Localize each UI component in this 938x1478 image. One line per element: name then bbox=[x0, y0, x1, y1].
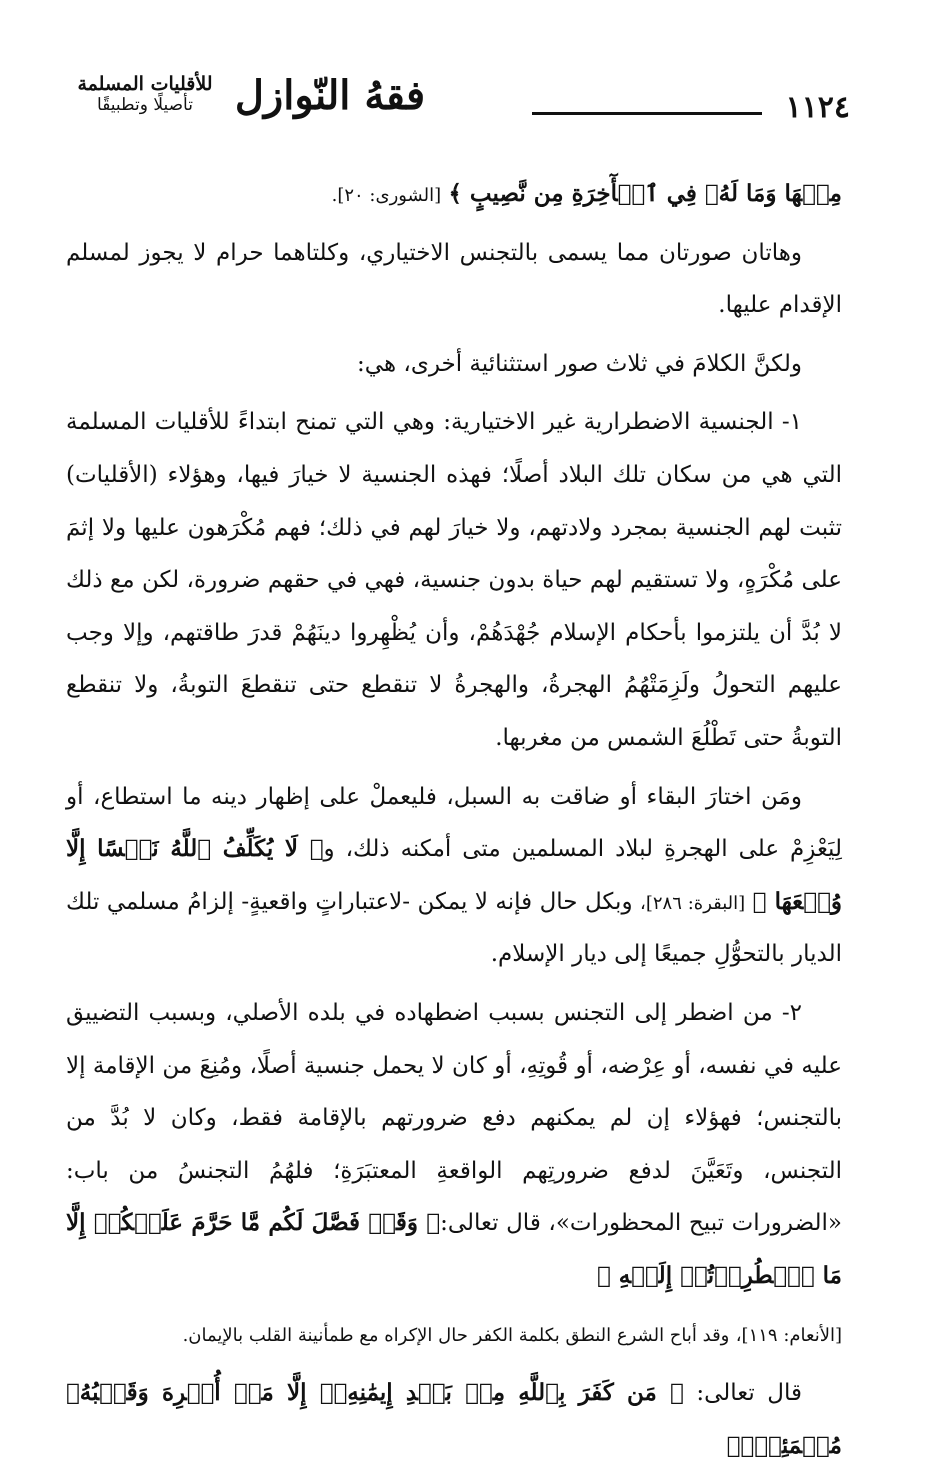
paragraph-3: ولكنَّ الكلامَ في ثلاث صور استثنائية أخرى، هي: bbox=[357, 350, 802, 377]
paragraph-8 bbox=[66, 1367, 842, 1472]
paragraph-5-start: ومَن اختارَ البقاء أو ضاقت به السبل، فليعملْ على إظهار دينه ما استطاع، أو لِيَعْزِمْ على الهجرةِ لبلاد المسلمين متى أمكنه ذلك، و bbox=[66, 783, 843, 863]
quran-verse: ﴿ مَن كَفَرَ بِٱللَّهِ مِنۢ بَعۡدِ إِيمَٰنِهِۦٓ إِلَّا مَنۡ أُكۡرِهَ وَقَلۡبُهُۥ مُطۡمَئِنُّۢ bbox=[66, 1379, 842, 1459]
paragraph-4: ١- الجنسية الاضطرارية غير الاختيارية: وهي التي تمنح ابتداءً للأقليات المسلمة التي هي من سكان تلك البلاد أصلًا؛ فهذه الجنسية لا خيارَ فيها، وهؤلاء (الأقليات) تثبت لهم الجنسية بمجرد ولادتهم، ولا خيارَ لهم في ذلك؛ فهم مُكْرَهون عليها ولا إثمَ على مُكْرَهٍ، ولا تستقيم لهم حياة بدون جنسية، فهي في حقهم ضرورة، لكن مع ذلك لا بُدَّ أن يلتزموا بأحكام الإسلام جُهْدَهُمْ، وأن يُظْهِروا دينَهُمْ قدرَ طاقتهم، وإلا وجب عليهم التحولُ ولَزِمَتْهُمُ الهجرةُ، والهجرةُ لا تنقطع حتى تنقطعَ التوبةُ، ولا تنقطع التوبةُ حتى تَطْلُعَ الشمس من مغربها. bbox=[66, 409, 842, 751]
paragraph-6 bbox=[66, 987, 842, 1303]
page-body bbox=[66, 168, 842, 1478]
paragraph-7 bbox=[66, 1308, 842, 1361]
page-header bbox=[60, 62, 850, 142]
quran-verse: مِنۡهَا وَمَا لَهُۥ فِي ٱلۡأٓخِرَةِ مِن نَّصِيبٍ ﴾ bbox=[448, 180, 842, 207]
quran-verse: ﴿ لَا يُكَلِّفُ ٱللَّهُ نَفۡسًا إِلَّا وُسۡعَهَا ﴾ bbox=[66, 835, 842, 915]
verse-reference: [الشورى: ٢٠]. bbox=[331, 185, 442, 206]
paragraph-7-text: وقد أباح الشرع النطق بكلمة الكفر حال الإكراه مع طمأنينة القلب بالإيمان. bbox=[182, 1325, 730, 1347]
subtitle-line-1: للأقليات المسلمة bbox=[77, 73, 213, 95]
paragraph-2: وهاتان صورتان مما يسمى بالتجنس الاختياري، وكلتاهما حرام لا يجوز لمسلم الإقدام عليها. bbox=[66, 239, 842, 319]
quran-verse: ﴿ وَقَدۡ فَصَّلَ لَكُم مَّا حَرَّمَ عَلَيۡكُمۡ إِلَّا مَا ٱضۡطُرِرۡتُمۡ إِلَيۡهِ ﴾ bbox=[66, 1209, 842, 1289]
page-number: ١١٢٤ bbox=[785, 90, 850, 125]
verse-reference: [البقرة: ٢٨٦]، bbox=[640, 892, 746, 914]
paragraph-1 bbox=[66, 168, 842, 221]
header-rule bbox=[532, 112, 762, 115]
paragraph-5 bbox=[66, 771, 842, 981]
paragraph-8-start: قال تعالى: bbox=[696, 1380, 802, 1407]
book-title: فقهُ النّوازل bbox=[234, 72, 426, 119]
verse-reference: [الأنعام: ١١٩]، bbox=[735, 1325, 842, 1347]
book-subtitle bbox=[60, 74, 230, 115]
paragraph-5-end: وبكل حال فإنه لا يمكن -لاعتباراتٍ واقعيةٍ- إلزامُ مسلمي تلك الديار بالتحوُّلِ جميعًا إلى ديار الإسلام. bbox=[66, 888, 842, 968]
subtitle-line-2: تأصيلًا وتطبيقًا bbox=[97, 94, 193, 115]
paragraph-6-start: ٢- من اضطر إلى التجنس بسبب اضطهاده في بلده الأصلي، وبسبب التضييق عليه في نفسه، أو عِرْضه، أو قُوتِهِ، أو كان لا يحمل جنسية أصلًا، ومُنِعَ من الإقامة إلا بالتجنس؛ فهؤلاء إن لم يمكنهم دفع ضرورتهم بالإقامة فقط، وكان لا بُدَّ من التجنس، وتَعَيَّنَ لدفع ضرورتِهم الواقعةِ المعتبَرَةِ؛ فلهُمُ التجنسُ من باب: «الضرورات تبيح المحظورات»، قال تعالى: bbox=[66, 999, 842, 1237]
